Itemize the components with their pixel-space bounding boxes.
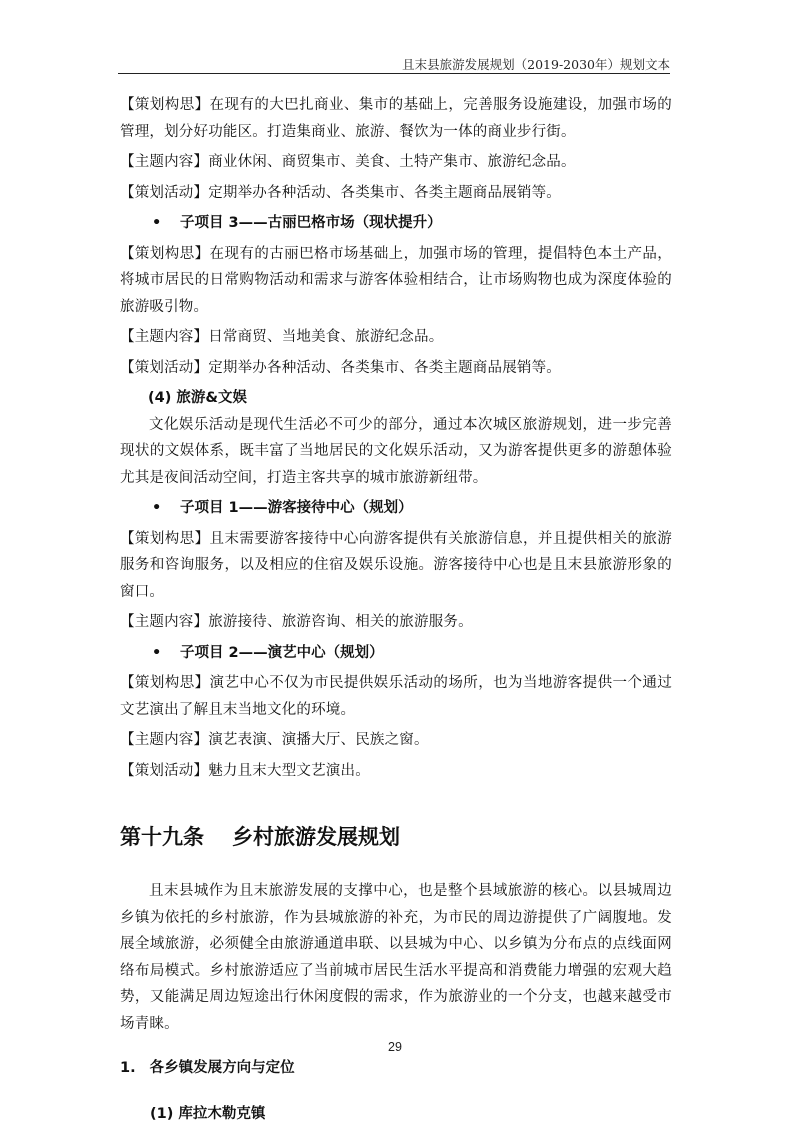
bullet-icon: • [152,215,162,231]
paragraph: 【策划活动】定期举办各种活动、各类集市、各类主题商品展销等。 [120,184,561,201]
paragraph: 【主题内容】商业休闲、商贸集市、美食、土特产集市、旅游纪念品。 [120,154,576,170]
section-number: 1. [120,1060,136,1076]
article-paragraph: 且末县城作为且末旅游发展的支撑中心，也是整个县域旅游的核心。以县城周边乡镇为依托的乡村旅游，作为县城旅游的补充，为市民的周边游提供了广阔腹地。发展全域旅游，必须健全由旅游通道串联、以县城为中心、以乡镇为分布点的点线面网络布局模式。乡村旅游适应了当前城市居民生活水平提高和消费能力增强的宏观大趋势，又能满足周边短途出行休闲度假的需求，作为旅游业的一个分支，也越来越受市场青睐。 [120,883,672,1032]
bullet-item [120,210,672,237]
section-title: 各乡镇发展方向与定位 [149,1060,295,1076]
paragraph: 【策划活动】定期举办各种活动、各类集市、各类主题商品展销等。 [120,359,561,376]
paragraph: 【主题内容】日常商贸、当地美食、旅游纪念品。 [120,329,444,345]
paragraph: 【策划构思】演艺中心不仅为市民提供娱乐活动的场所，也为当地游客提供一个通过文艺演出了解且末当地文化的环境。 [120,675,672,718]
section-heading [120,1055,672,1081]
bullet-text: 子项目 1——游客接待中心（规划） [180,500,413,516]
article-title: 乡村旅游发展规划 [232,825,400,849]
bullet-icon: • [152,500,162,516]
article-heading [120,822,672,852]
document-body [120,92,672,1127]
page-header [118,55,670,73]
page-number: 29 [388,1040,402,1054]
paragraph: 【策划构思】在现有的古丽巴格市场基础上，加强市场的管理，提倡特色本土产品，将城市居民的日常购物活动和需求与游客体验相结合，让市场购物也成为深度体验的旅游吸引物。 [120,245,672,315]
bullet-text: 子项目 3——古丽巴格市场（现状提升） [180,215,442,231]
article-number: 第十九条 [120,825,204,849]
paragraph: 【策划构思】且末需要游客接待中心向游客提供有关旅游信息，并且提供相关的旅游服务和咨询服务，以及相应的住宿及娱乐设施。游客接待中心也是且末县旅游形象的窗口。 [120,530,672,600]
paragraph: 【主题内容】演艺表演、演播大厅、民族之窗。 [120,732,429,748]
paragraph: 【策划构思】在现有的大巴扎商业、集市的基础上，完善服务设施建设，加强市场的管理，划分好功能区。打造集商业、旅游、餐饮为一体的商业步行街。 [120,97,672,140]
paragraph: 文化娱乐活动是现代生活必不可少的部分，通过本次城区旅游规划，进一步完善现状的文娱体系，既丰富了当地居民的文化娱乐活动，又为游客提供更多的游憩体验尤其是夜间活动空间，打造主客共享的城市旅游新纽带。 [120,416,672,486]
header-divider [118,73,670,74]
subsection-heading: (1) 库拉木勒克镇 [150,1106,266,1122]
bullet-item [120,495,672,522]
bullet-icon: • [152,644,162,661]
paragraph: 【主题内容】旅游接待、旅游咨询、相关的旅游服务。 [120,614,473,630]
header-title: 且末县旅游发展规划（2019-2030年）规划文本 [402,57,670,72]
paragraph: 【策划活动】魅力且末大型文艺演出。 [120,762,370,779]
subheading: (4) 旅游&文娱 [148,390,248,406]
bullet-item [120,640,672,667]
bullet-text: 子项目 2——演艺中心（规划） [180,644,384,661]
